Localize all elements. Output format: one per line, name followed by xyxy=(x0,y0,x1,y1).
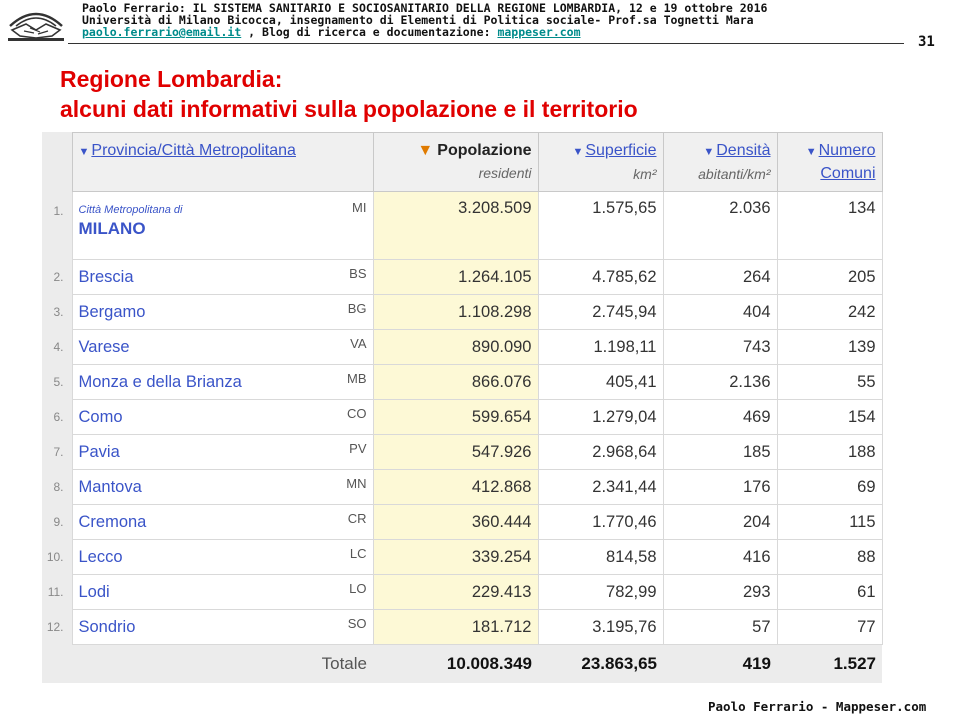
header-line-1: Paolo Ferrario: IL SISTEMA SANITARIO E SOCIOSANITARIO DELLA REGIONE LOMBARDIA, 12 e 19 ottobre 2016 xyxy=(82,1,768,15)
province-name-cell[interactable] xyxy=(72,330,373,365)
table-row xyxy=(42,330,882,365)
population-cell: 412.868 xyxy=(373,470,538,505)
population-cell: 360.444 xyxy=(373,505,538,540)
province-table xyxy=(42,132,883,683)
province-name-cell[interactable] xyxy=(72,365,373,400)
province-name[interactable]: Bergamo xyxy=(78,302,146,321)
population-cell: 339.254 xyxy=(373,540,538,575)
column-header-density[interactable] xyxy=(663,133,777,192)
density-cell: 264 xyxy=(663,260,777,295)
row-index: 2. xyxy=(42,260,72,295)
table-row xyxy=(42,610,882,645)
province-name[interactable]: Brescia xyxy=(78,267,134,286)
column-header-area-label[interactable]: Superficie xyxy=(585,142,657,159)
page-footer: Paolo Ferrario - Mappeser.com xyxy=(708,699,927,714)
province-code: SO xyxy=(347,616,367,631)
density-cell: 204 xyxy=(663,505,777,540)
municipalities-cell: 88 xyxy=(777,540,882,575)
density-cell: 176 xyxy=(663,470,777,505)
table-row xyxy=(42,295,882,330)
province-code: VA xyxy=(350,336,367,351)
row-index: 7. xyxy=(42,435,72,470)
area-cell: 2.968,64 xyxy=(538,435,663,470)
municipalities-cell: 69 xyxy=(777,470,882,505)
row-index: 10. xyxy=(42,540,72,575)
area-cell: 2.745,94 xyxy=(538,295,663,330)
density-cell: 185 xyxy=(663,435,777,470)
municipalities-cell: 61 xyxy=(777,575,882,610)
document-header xyxy=(82,2,902,38)
column-header-area[interactable] xyxy=(538,133,663,192)
municipalities-cell: 115 xyxy=(777,505,882,540)
municipalities-cell: 134 xyxy=(777,192,882,260)
header-line-2: Università di Milano Bicocca, insegnamento di Elementi di Politica sociale- Prof.sa Tognetti Mara xyxy=(82,13,754,27)
province-name[interactable]: Lodi xyxy=(78,582,110,601)
total-area: 23.863,65 xyxy=(538,645,663,684)
municipalities-cell: 55 xyxy=(777,365,882,400)
slide-title-line-1: Regione Lombardia: xyxy=(60,66,283,92)
sort-arrow-icon: ▼ xyxy=(805,146,817,158)
handshake-logo-icon xyxy=(6,4,66,42)
column-header-population-unit: residenti xyxy=(478,165,532,181)
table-total-row xyxy=(42,645,882,684)
density-cell: 57 xyxy=(663,610,777,645)
header-divider xyxy=(68,43,904,44)
row-index: 9. xyxy=(42,505,72,540)
column-header-municipalities[interactable] xyxy=(777,133,882,192)
area-cell: 782,99 xyxy=(538,575,663,610)
row-index: 4. xyxy=(42,330,72,365)
table-row xyxy=(42,505,882,540)
population-cell: 1.108.298 xyxy=(373,295,538,330)
municipalities-cell: 188 xyxy=(777,435,882,470)
density-cell: 404 xyxy=(663,295,777,330)
province-name[interactable]: Como xyxy=(78,407,123,426)
sort-arrow-icon: ▼ xyxy=(703,146,715,158)
header-line-3 xyxy=(82,26,902,38)
province-name-prefix[interactable]: Città Metropolitana di xyxy=(78,204,183,216)
province-code: CO xyxy=(347,406,367,421)
row-index: 5. xyxy=(42,365,72,400)
table-row xyxy=(42,192,882,260)
column-header-municipalities-label-1[interactable]: Numero xyxy=(818,142,876,159)
municipalities-cell: 154 xyxy=(777,400,882,435)
province-name[interactable]: Varese xyxy=(78,337,130,356)
province-code: LO xyxy=(349,581,367,596)
row-index: 1. xyxy=(42,192,72,260)
density-cell: 2.036 xyxy=(663,192,777,260)
area-cell: 1.198,11 xyxy=(538,330,663,365)
area-cell: 4.785,62 xyxy=(538,260,663,295)
municipalities-cell: 139 xyxy=(777,330,882,365)
province-code: PV xyxy=(349,441,367,456)
density-cell: 469 xyxy=(663,400,777,435)
area-cell: 1.279,04 xyxy=(538,400,663,435)
province-code: LC xyxy=(349,546,367,561)
density-cell: 293 xyxy=(663,575,777,610)
municipalities-cell: 205 xyxy=(777,260,882,295)
province-name-cell[interactable] xyxy=(72,575,373,610)
table-row xyxy=(42,540,882,575)
province-name-cell[interactable] xyxy=(72,400,373,435)
table-row xyxy=(42,435,882,470)
total-density: 419 xyxy=(663,645,777,684)
area-cell: 3.195,76 xyxy=(538,610,663,645)
total-index-cell xyxy=(42,645,72,684)
province-code: MN xyxy=(346,476,367,491)
municipalities-cell: 242 xyxy=(777,295,882,330)
area-cell: 1.770,46 xyxy=(538,505,663,540)
province-name-cell[interactable] xyxy=(72,295,373,330)
total-municipalities: 1.527 xyxy=(777,645,882,684)
province-code: BS xyxy=(349,266,367,281)
province-name[interactable]: Sondrio xyxy=(78,617,136,636)
province-name[interactable]: Pavia xyxy=(78,442,120,461)
province-name-cell[interactable] xyxy=(72,610,373,645)
province-code: CR xyxy=(347,511,367,526)
province-code: MI xyxy=(352,200,367,215)
row-index: 12. xyxy=(42,610,72,645)
site-link[interactable]: mappeser.com xyxy=(497,25,581,39)
column-header-province[interactable] xyxy=(72,133,373,192)
area-cell: 405,41 xyxy=(538,365,663,400)
population-cell: 1.264.105 xyxy=(373,260,538,295)
density-cell: 2.136 xyxy=(663,365,777,400)
row-index: 8. xyxy=(42,470,72,505)
density-cell: 743 xyxy=(663,330,777,365)
population-cell: 890.090 xyxy=(373,330,538,365)
table-row xyxy=(42,260,882,295)
table-row xyxy=(42,470,882,505)
table-row xyxy=(42,400,882,435)
area-cell: 2.341,44 xyxy=(538,470,663,505)
column-header-density-unit: abitanti/km² xyxy=(698,166,771,182)
sort-arrow-icon: ▼ xyxy=(78,146,90,158)
column-header-area-unit: km² xyxy=(633,166,657,182)
population-cell: 599.654 xyxy=(373,400,538,435)
province-name[interactable]: Lecco xyxy=(78,547,123,566)
column-header-density-label[interactable]: Densità xyxy=(716,142,771,159)
sort-arrow-icon: ▼ xyxy=(417,142,434,159)
province-code: BG xyxy=(347,301,367,316)
province-name[interactable]: Mantova xyxy=(78,477,142,496)
slide-title-line-2: alcuni dati informativi sulla popolazione e il territorio xyxy=(60,96,638,122)
population-cell: 3.208.509 xyxy=(373,192,538,260)
column-header-municipalities-label-2[interactable]: Comuni xyxy=(820,165,876,182)
column-header-province-label[interactable]: Provincia/Città Metropolitana xyxy=(91,142,296,159)
row-index: 11. xyxy=(42,575,72,610)
table-header-row xyxy=(42,133,882,192)
province-name-cell[interactable] xyxy=(72,192,373,260)
province-name-cell[interactable] xyxy=(72,260,373,295)
municipalities-cell: 77 xyxy=(777,610,882,645)
header-line-3-text: , Blog di ricerca e documentazione: xyxy=(241,25,498,39)
province-name-cell[interactable] xyxy=(72,540,373,575)
total-population: 10.008.349 xyxy=(373,645,538,684)
province-name-cell[interactable] xyxy=(72,435,373,470)
sort-arrow-icon: ▼ xyxy=(572,146,584,158)
page-number: 31 xyxy=(918,34,935,50)
area-cell: 814,58 xyxy=(538,540,663,575)
population-cell: 181.712 xyxy=(373,610,538,645)
province-table-container xyxy=(42,132,882,673)
population-cell: 866.076 xyxy=(373,365,538,400)
column-header-population[interactable] xyxy=(373,133,538,192)
column-header-population-label[interactable]: Popolazione xyxy=(437,142,532,159)
province-name[interactable]: Cremona xyxy=(78,512,147,531)
header-index-cell xyxy=(42,133,72,192)
density-cell: 416 xyxy=(663,540,777,575)
row-index: 6. xyxy=(42,400,72,435)
province-name-cell[interactable] xyxy=(72,505,373,540)
table-row xyxy=(42,365,882,400)
province-name[interactable]: Monza e della Brianza xyxy=(78,372,242,391)
province-code: MB xyxy=(347,371,367,386)
slide-title xyxy=(60,64,638,124)
email-link[interactable]: paolo.ferrario@email.it xyxy=(82,25,242,39)
table-row xyxy=(42,575,882,610)
total-label: Totale xyxy=(72,645,373,684)
population-cell: 547.926 xyxy=(373,435,538,470)
area-cell: 1.575,65 xyxy=(538,192,663,260)
province-name[interactable]: MILANO xyxy=(78,219,146,238)
population-cell: 229.413 xyxy=(373,575,538,610)
province-name-cell[interactable] xyxy=(72,470,373,505)
row-index: 3. xyxy=(42,295,72,330)
